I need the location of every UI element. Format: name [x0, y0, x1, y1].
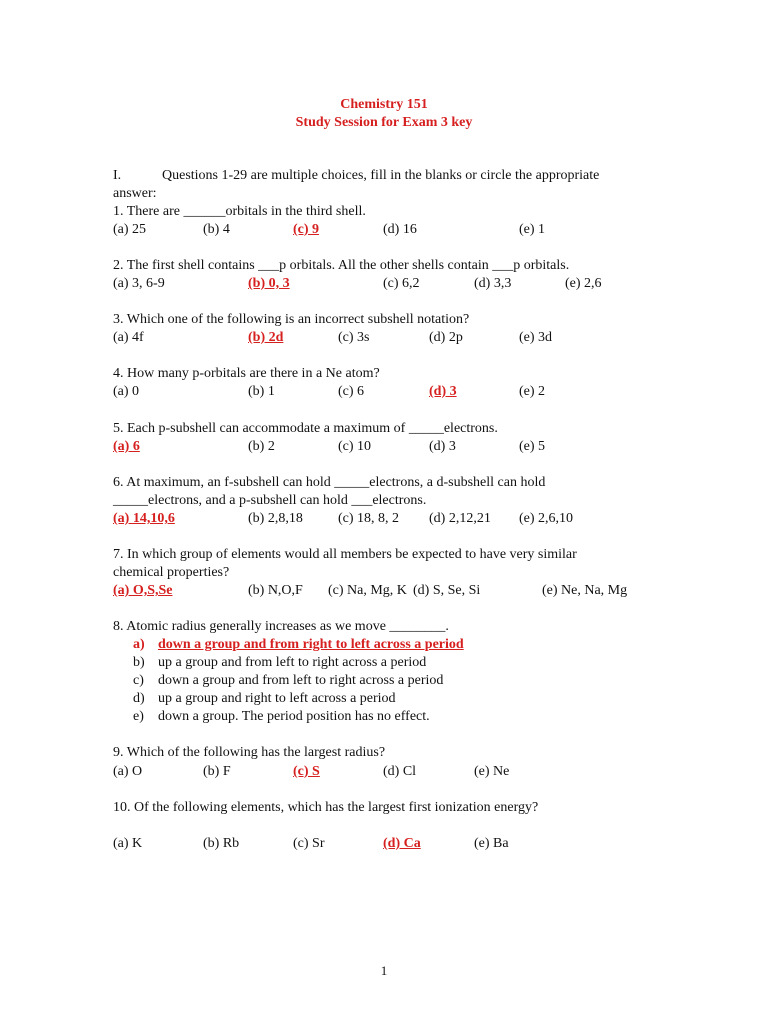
document-subtitle: Study Session for Exam 3 key	[295, 115, 473, 130]
q1-option-a: (a) 25	[113, 222, 147, 237]
q6-option-c: (c) 18, 8, 2	[338, 511, 400, 526]
q1-option-b: (b) 4	[203, 222, 230, 237]
question-6-text-line-2: _____electrons, and a p-subshell can hold ___electrons.	[113, 493, 427, 508]
q3-option-c: (c) 3s	[338, 330, 370, 345]
q4-option-c: (c) 6	[338, 384, 365, 399]
q6-option-d: (d) 2,12,21	[429, 511, 491, 526]
q9-option-d: (d) Cl	[383, 764, 417, 779]
q6-option-e: (e) 2,6,10	[519, 511, 574, 526]
q8-option-b-label: b)	[133, 655, 145, 670]
q5-option-a-answer: (a) 6	[113, 439, 140, 454]
q8-option-c-label: c)	[133, 673, 144, 688]
question-3-text: 3. Which one of the following is an incorrect subshell notation?	[113, 312, 470, 327]
q4-option-d-answer: (d) 3	[429, 384, 457, 399]
q8-option-e-label: e)	[133, 709, 144, 724]
q6-option-b: (b) 2,8,18	[248, 511, 303, 526]
q1-option-e: (e) 1	[519, 222, 546, 237]
section-intro-line-2: answer:	[113, 186, 157, 201]
q8-option-e	[133, 708, 430, 726]
q9-option-c-answer: (c) S	[293, 764, 320, 779]
q2-option-e: (e) 2,6	[565, 276, 602, 291]
q2-option-a: (a) 3, 6-9	[113, 276, 165, 291]
question-10-text: 10. Of the following elements, which has the largest first ionization energy?	[113, 800, 539, 815]
q10-option-a: (a) K	[113, 836, 143, 851]
q4-option-b: (b) 1	[248, 384, 275, 399]
q3-option-b-answer: (b) 2d	[248, 330, 284, 345]
q3-option-e: (e) 3d	[519, 330, 553, 345]
q5-option-d: (d) 3	[429, 439, 456, 454]
q9-option-e: (e) Ne	[474, 764, 510, 779]
q7-option-d: (d) S, Se, Si	[413, 583, 481, 598]
section-intro-line-1: Questions 1-29 are multiple choices, fill in the blanks or circle the appropriate	[162, 168, 600, 183]
q10-option-e: (e) Ba	[474, 836, 509, 851]
q6-option-a-answer: (a) 14,10,6	[113, 511, 175, 526]
question-4-text: 4. How many p-orbitals are there in a Ne atom?	[113, 366, 380, 381]
q8-option-b	[133, 654, 426, 672]
q2-option-b-answer: (b) 0, 3	[248, 276, 290, 291]
q2-option-d: (d) 3,3	[474, 276, 512, 291]
q8-option-d-label: d)	[133, 691, 145, 706]
q7-option-e: (e) Ne, Na, Mg	[542, 583, 628, 598]
q10-option-b: (b) Rb	[203, 836, 240, 851]
q10-option-c: (c) Sr	[293, 836, 325, 851]
question-8-text: 8. Atomic radius generally increases as we move ________.	[113, 619, 449, 634]
q8-option-d	[133, 690, 396, 708]
section-numeral: I.	[113, 168, 122, 183]
question-2-text: 2. The first shell contains ___p orbitals. All the other shells contain ___p orbitals.	[113, 258, 570, 273]
q1-option-c-answer: (c) 9	[293, 222, 320, 237]
page-number: 1	[380, 963, 388, 978]
question-5-text: 5. Each p-subshell can accommodate a maximum of _____electrons.	[113, 421, 498, 436]
q7-option-a-answer: (a) O,S,Se	[113, 583, 173, 598]
q2-option-c: (c) 6,2	[383, 276, 420, 291]
q10-option-d-answer: (d) Ca	[383, 836, 421, 851]
question-7-text-line-1: 7. In which group of elements would all members be expected to have very similar	[113, 547, 577, 562]
q3-option-d: (d) 2p	[429, 330, 463, 345]
question-1-text: 1. There are ______orbitals in the third shell.	[113, 204, 366, 219]
question-9-text: 9. Which of the following has the largest radius?	[113, 745, 386, 760]
q8-option-a-text: down a group and from right to left across a period	[158, 637, 464, 652]
q8-option-a-answer	[133, 636, 464, 654]
q8-option-c-text: down a group and from left to right across a period	[158, 673, 444, 688]
q9-option-a: (a) O	[113, 764, 143, 779]
q8-option-a-label: a)	[133, 637, 145, 652]
q8-option-e-text: down a group. The period position has no effect.	[158, 709, 430, 724]
q5-option-c: (c) 10	[338, 439, 372, 454]
question-7-text-line-2: chemical properties?	[113, 565, 230, 580]
q9-option-b: (b) F	[203, 764, 231, 779]
q5-option-e: (e) 5	[519, 439, 546, 454]
q8-option-d-text: up a group and right to left across a period	[158, 691, 396, 706]
q7-option-c: (c) Na, Mg, K	[328, 583, 407, 598]
document-title: Chemistry 151	[340, 97, 428, 112]
q8-option-c	[133, 672, 443, 690]
q4-option-e: (e) 2	[519, 384, 546, 399]
q3-option-a: (a) 4f	[113, 330, 144, 345]
q5-option-b: (b) 2	[248, 439, 275, 454]
q7-option-b: (b) N,O,F	[248, 583, 303, 598]
question-6-text-line-1: 6. At maximum, an f-subshell can hold _____electrons, a d-subshell can hold	[113, 475, 546, 490]
q8-option-b-text: up a group and from left to right across a period	[158, 655, 427, 670]
q4-option-a: (a) 0	[113, 384, 140, 399]
q1-option-d: (d) 16	[383, 222, 417, 237]
